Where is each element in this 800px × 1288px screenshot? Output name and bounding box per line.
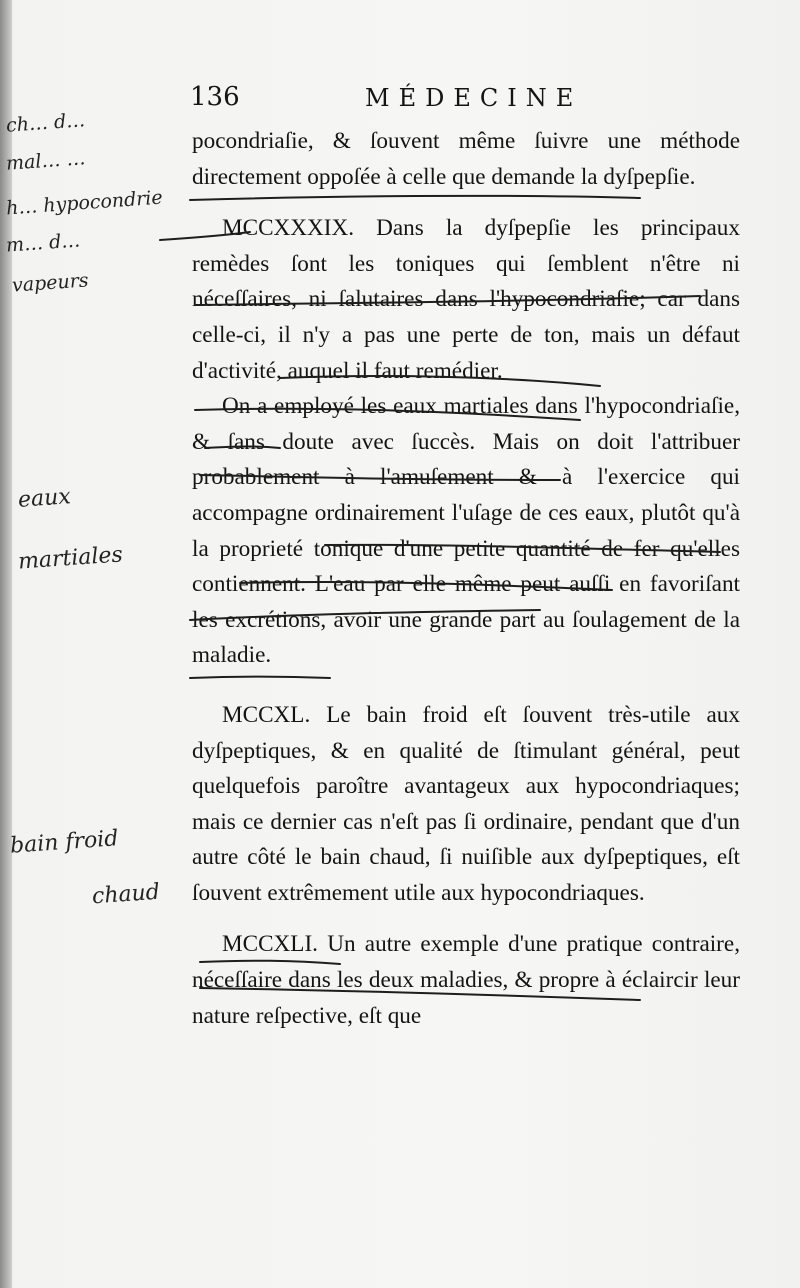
paragraph-continued: pocondriaſie, & ſouvent même ſuivre une méthode directement oppoſée à celle que demande la dyſpepſie. <box>192 128 740 190</box>
underline-6 <box>205 447 280 449</box>
underline-12 <box>200 961 340 964</box>
margin-note-5: vapeurs <box>11 269 90 297</box>
underline-5 <box>195 409 580 420</box>
underline-4 <box>280 376 600 386</box>
running-title: MÉDECINE <box>365 84 583 112</box>
underline-9 <box>240 582 612 590</box>
underline-11 <box>190 677 330 679</box>
underline-7 <box>200 475 560 480</box>
margin-note-martiales: martiales <box>17 542 124 575</box>
paragraph-mccxl: MCCXL. Le bain froid eſt ſouvent très-utile aux dyſpeptiques, & en qualité de ſtimulant général, peut quelquefois paroître avantageux aux hypocondriaques; mais ce dernier cas n'eſt pas ſi ordinaire, pendant que d'un autre côté le bain chaud, ſi nuiſible aux dyſpeptiques, eſt ſouvent extrêmement utile aux hypocondriaques. <box>192 701 740 906</box>
underline-13 <box>200 988 640 1000</box>
margin-note-bain-froid: bain froid <box>9 826 120 859</box>
paragraph-mccxxxix: MCCXXXIX. Dans la dyſpepſie les principaux remèdes ſont les toniques qui ſemblent n'être ni néceſſaires, ni ſalutaires dans l'hypocondriaſie; car dans celle-ci, il n'y a pas une perte de ton, mais un défaut d'activité, auquel il faut remédier. <box>192 215 740 384</box>
margin-note-4: m… d… <box>5 229 81 257</box>
underline-10 <box>190 610 540 620</box>
page-number: 136 <box>190 82 240 112</box>
underline-2 <box>160 232 250 240</box>
paragraph-mccxli: MCCXLI. Un autre exemple d'une pratique contraire, néceſſaire dans les deux maladies, & propre à éclaircir leur nature reſpective, eſt que <box>192 931 740 1029</box>
margin-note-chaud: chaud <box>91 879 161 910</box>
underline-3 <box>195 296 700 305</box>
underline-1 <box>190 196 640 200</box>
margin-note-2: mal… … <box>5 147 87 175</box>
underline-8 <box>325 545 720 552</box>
margin-note-eaux: eaux <box>17 484 72 513</box>
paragraph-eaux-martiales: On a employé les eaux martiales dans l'hypocondriaſie, & ſans doute avec ſuccès. Mais on doit l'attribuer probablement à l'amuſement & à l'exercice qui accompagne ordinairement l'uſage de ces eaux, plutôt qu'à la proprieté tonique d'une petite quantité de fer qu'elles contiennent. L'eau par elle même peut auſſi en favoriſant les excrétions, avoir une grande part au ſoulagement de la maladie. <box>192 393 740 669</box>
margin-note-3: h… hypocondrie <box>5 186 164 220</box>
margin-note-1: ch… d… <box>5 109 86 137</box>
